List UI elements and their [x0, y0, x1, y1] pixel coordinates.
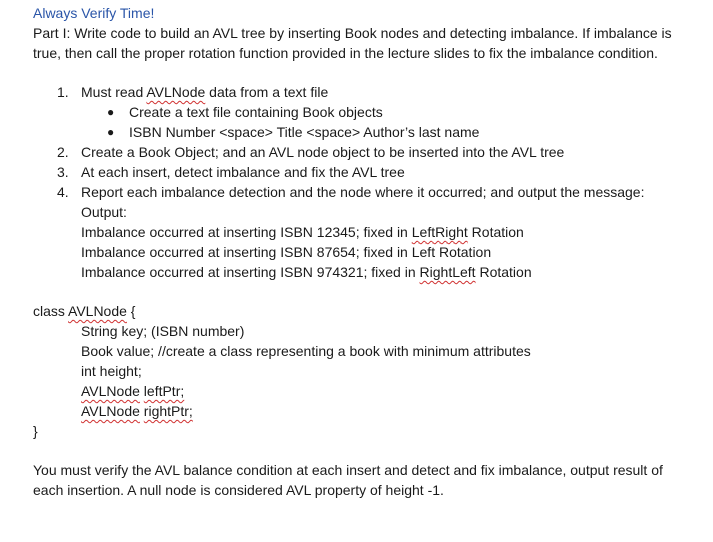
field-height: int height; — [81, 363, 142, 379]
intro-paragraph: Part I: Write code to build an AVL tree by inserting Book nodes and detecting imbalance. If imbalance is true, then call the proper rotation function provided in the lecture slides to fix the imbalance condition. — [33, 25, 672, 61]
requirements-list — [33, 82, 693, 282]
field-value: Book value; //create a class representing a book with minimum attributes — [81, 343, 531, 359]
field-right-ptr — [33, 401, 693, 421]
list-item — [33, 82, 693, 142]
field-left-ptr — [33, 381, 693, 401]
list-item — [33, 142, 693, 162]
bullet-icon: ● — [107, 125, 115, 139]
list-number: 4. — [57, 184, 69, 200]
output-line-3-start: Imbalance occurred at inserting ISBN 974321; fixed in — [81, 264, 420, 280]
class-definition — [33, 301, 693, 441]
step-4-text: Report each imbalance detection and the node where it occurred; and output the message: — [81, 184, 645, 200]
blank-line — [33, 63, 693, 82]
class-keyword: class — [33, 303, 69, 319]
blank-line — [33, 441, 693, 460]
list-number: 3. — [57, 164, 69, 180]
document-heading: Always Verify Time! — [33, 5, 155, 21]
output-line-3 — [81, 262, 693, 282]
output-line-1 — [81, 222, 693, 242]
spellcheck-term: rightPtr; — [143, 403, 193, 419]
step-2-text: Create a Book Object; and an AVL node object to be inserted into the AVL tree — [81, 144, 565, 160]
list-item — [33, 162, 693, 182]
document-body — [33, 3, 693, 500]
spellcheck-term: leftPtr; — [143, 383, 185, 399]
step-3-text: At each insert, detect imbalance and fix the AVL tree — [81, 164, 405, 180]
close-brace: } — [33, 423, 38, 439]
spellcheck-term: AVLNode — [81, 383, 140, 399]
list-item — [33, 182, 693, 282]
spellcheck-term: AVLNode — [81, 403, 140, 419]
open-brace: { — [126, 303, 136, 319]
spellcheck-term: AVLNode — [146, 84, 206, 100]
bullet-text: ISBN Number <space> Title <space> Author’s last name — [129, 124, 480, 140]
bullet-icon: ● — [107, 105, 115, 119]
spellcheck-term: LeftRight — [411, 224, 468, 240]
step-1-text-start: Must read — [81, 84, 147, 100]
class-declaration — [33, 301, 693, 321]
list-number: 2. — [57, 144, 69, 160]
field-key: String key; (ISBN number) — [81, 323, 245, 339]
output-line-1-start: Imbalance occurred at inserting ISBN 12345; fixed in — [81, 224, 412, 240]
list-number: 1. — [57, 84, 69, 100]
spellcheck-term: AVLNode — [68, 303, 127, 319]
output-line-2: Imbalance occurred at inserting ISBN 87654; fixed in Left Rotation — [81, 244, 492, 260]
closing-paragraph: You must verify the AVL balance condition at each insert and detect and fix imbalance, output result of each insertion. A null node is considered AVL property of height -1. — [33, 462, 663, 498]
output-line-1-end: Rotation — [467, 224, 524, 240]
output-line-3-end: Rotation — [475, 264, 532, 280]
bullet-item — [81, 122, 693, 142]
bullet-text: Create a text file containing Book objects — [129, 104, 383, 120]
blank-line — [33, 282, 693, 301]
spellcheck-term: RightLeft — [419, 264, 476, 280]
bullet-item — [81, 102, 693, 122]
step-1-text-end: data from a text file — [205, 84, 329, 100]
bullet-list — [81, 102, 693, 142]
output-label: Output: — [81, 204, 127, 220]
